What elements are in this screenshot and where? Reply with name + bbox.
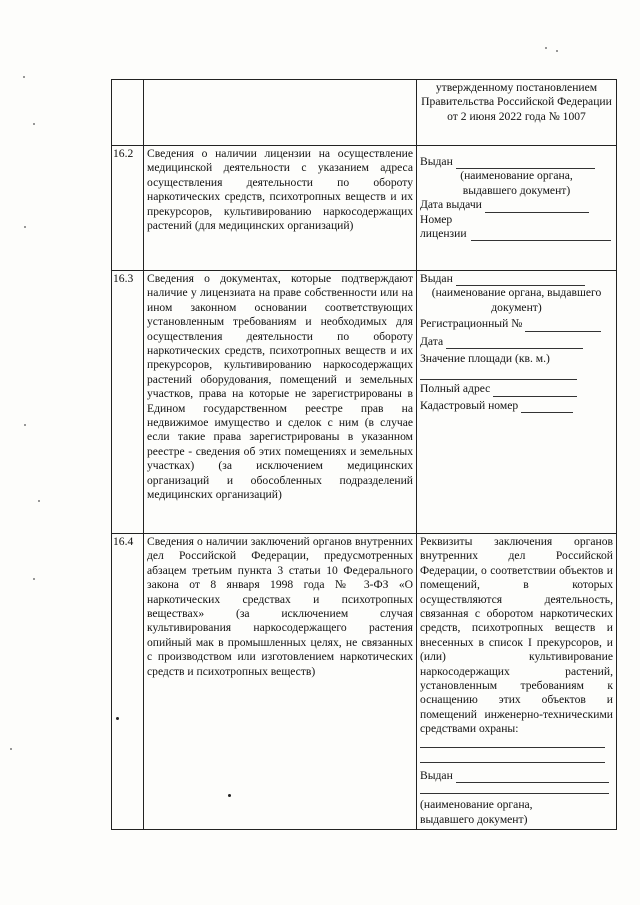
license-number-input-line[interactable] bbox=[471, 229, 611, 241]
cadastral-label: Кадастровый номер bbox=[420, 398, 519, 412]
area-label: Значение площади (кв. м.) bbox=[420, 352, 550, 366]
number-cell-empty bbox=[112, 80, 144, 146]
license-fields bbox=[417, 146, 617, 271]
scan-speck bbox=[556, 50, 558, 52]
address-input-line[interactable] bbox=[493, 385, 577, 397]
table-row-16-4 bbox=[112, 534, 617, 830]
row-description: Сведения о наличии лицензии на осуществление медицинской деятельности с указанием адреса осуществления деятельности по обороту наркотических средств, психотропных веществ и их прекурсоров, культивированию наркосодержащих растений (для медицинских организаций) bbox=[144, 146, 417, 271]
issued-label: Выдан bbox=[420, 272, 453, 285]
issued-label: Выдан bbox=[420, 768, 453, 782]
address-field[interactable] bbox=[420, 382, 613, 396]
row-number: 16.4 bbox=[112, 534, 144, 830]
decree-reference: утвержденному постановлением Правительства Российской Федерации от 2 июня 2022 года № 1007 bbox=[417, 80, 617, 146]
scan-speck bbox=[33, 578, 35, 580]
row-description: Сведения о наличии заключений органов внутренних дел Российской Федерации, предусмотренных абзацем третьим пункта 3 статьи 10 Федерального закона от 8 января 1998 года № 3-ФЗ «О наркотических средствах и психотропных веществах» (за исключением случая культивирования наркосодержащего растения опийный мак в промышленных целях, не связанных с производством или изготовлением наркотических средств и психотропных веществ) bbox=[144, 534, 417, 830]
date-label: Дата bbox=[420, 334, 444, 348]
issue-date-input-line[interactable] bbox=[485, 201, 589, 213]
scan-speck bbox=[33, 123, 35, 125]
date-field[interactable] bbox=[420, 335, 613, 349]
requisites-line-1[interactable] bbox=[420, 737, 605, 748]
area-input-line[interactable] bbox=[420, 366, 577, 380]
requisites-text: Реквизиты заключения органов внутренних дел Российской Федерации, о соответствии объектов и помещений, в которых осуществляются деятельность, связанная с оборотом наркотических средств, психотропных веществ и внесенных в список I прекурсоров, и (или) культивирование наркосодержащих растений, установленным требованиям к оснащению этих объектов и помещений инженерно-техническими средствами охраны: bbox=[420, 535, 613, 736]
scan-speck bbox=[545, 47, 547, 49]
license-number-label: Номер лицензии bbox=[420, 212, 467, 241]
issued-field[interactable] bbox=[420, 769, 613, 783]
issued-input-line[interactable] bbox=[456, 274, 585, 286]
issued-line-2[interactable] bbox=[420, 783, 609, 794]
scan-speck bbox=[10, 748, 12, 750]
issued-hint: (наименование органа, выдавшего документ) bbox=[460, 169, 573, 197]
scan-speck bbox=[228, 794, 231, 797]
conclusion-fields bbox=[417, 534, 617, 830]
row-number: 16.3 bbox=[112, 271, 144, 534]
scan-speck bbox=[38, 500, 40, 502]
scan-speck bbox=[24, 226, 26, 228]
table-row-16-3 bbox=[112, 271, 617, 534]
reg-number-field[interactable] bbox=[420, 317, 613, 331]
issue-date-label: Дата выдачи bbox=[420, 198, 482, 212]
row-number: 16.2 bbox=[112, 146, 144, 271]
address-label: Полный адрес bbox=[420, 382, 491, 396]
scan-speck bbox=[23, 76, 25, 78]
row-description: Сведения о документах, которые подтверждают наличие у лицензиата на праве собственности или на ином законном основании соответствующих установленным требованиям и необходимых для осуществления деятельности по обороту наркотических средств, психотропных веществ и их прекурсоров, культивированию наркосодержащих растений оборудования, помещений и земельных участков, права на которые не зарегистрированы в Едином государственном реестре прав на недвижимое имущество и сделок с ним (в случае если такие права зарегистрированы в указанном реестре - сведения об этих помещениях и земельных участках) (за исключением медицинских организаций и обособленных подразделений медицинских организаций) bbox=[144, 271, 417, 534]
scan-speck bbox=[24, 424, 26, 426]
license-number-field[interactable] bbox=[420, 213, 613, 242]
issued-field[interactable] bbox=[420, 272, 613, 286]
issued-field[interactable] bbox=[420, 155, 613, 169]
issue-date-field[interactable] bbox=[420, 198, 613, 212]
date-input-line[interactable] bbox=[446, 337, 583, 349]
issued-label: Выдан bbox=[420, 155, 453, 168]
issued-hint: (наименование органа, выдавшего документ) bbox=[431, 286, 602, 314]
description-cell-empty bbox=[144, 80, 417, 146]
requirements-table bbox=[111, 79, 617, 830]
scan-speck bbox=[116, 717, 119, 720]
issued-hint: (наименование органа, выдавшего документ) bbox=[420, 798, 533, 826]
document-fields bbox=[417, 271, 617, 534]
cadastral-input-line[interactable] bbox=[521, 401, 573, 413]
reg-number-label: Регистрационный № bbox=[420, 317, 523, 331]
reg-number-input-line[interactable] bbox=[525, 320, 601, 332]
issued-input-line[interactable] bbox=[456, 157, 595, 169]
table-row-header bbox=[112, 80, 617, 146]
table-row-16-2 bbox=[112, 146, 617, 271]
issued-input-line[interactable] bbox=[456, 771, 609, 783]
requisites-line-2[interactable] bbox=[420, 748, 605, 763]
cadastral-field[interactable] bbox=[420, 399, 613, 413]
